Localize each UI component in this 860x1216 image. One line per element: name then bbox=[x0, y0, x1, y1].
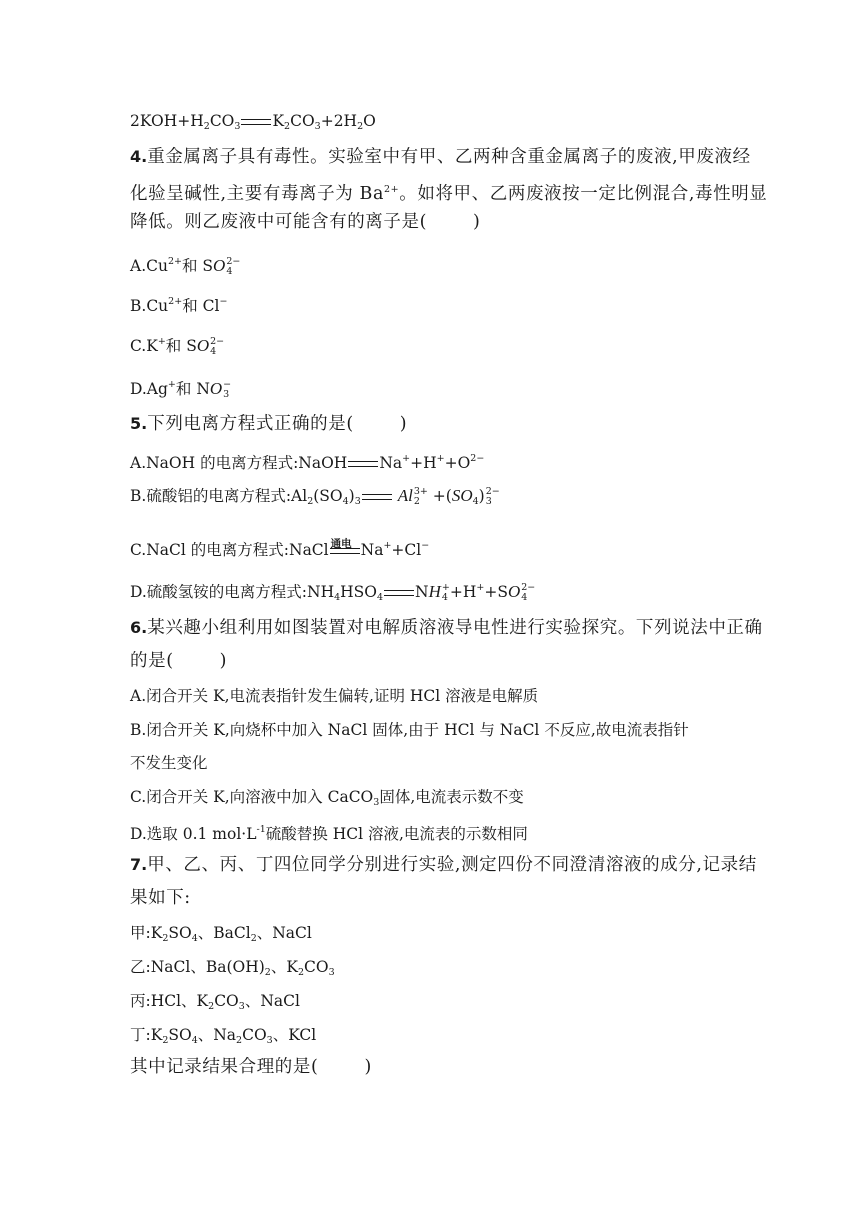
question-4-option-d: D.Ag+和 NO − 3 bbox=[130, 379, 232, 400]
question-6-option-c: C.闭合开关 K,向溶液中加入 CaCO$_3$固体,电流表示数不变 bbox=[130, 788, 524, 808]
question-4-line-3: 降低。则乙废液中可能含有的离子是( ) bbox=[130, 212, 481, 232]
question-7-line-2: 果如下: bbox=[130, 888, 191, 908]
question-7-line-1: 7.甲、乙、丙、丁四位同学分别进行实验,测定四份不同澄清溶液的成分,记录结 bbox=[130, 855, 757, 875]
question-6-option-d: D.选取 0.1 $mol\cdot L^{-1}$硫酸替换 HCl 溶液,电流表的示数相同 bbox=[130, 824, 528, 843]
question-4-option-c: C.K+和 SO 2− 4 bbox=[130, 336, 225, 357]
question-4-line-1: 4.重金属离子具有毒性。实验室中有甲、乙两种含重金属离子的废液,甲废液经 bbox=[130, 147, 751, 167]
question-7-record-yi: 乙:NaCl、$Ba(OH)_2$、$K_2CO_3$ bbox=[130, 958, 335, 978]
question-5-option-c: C.NaCl 的电离方程式:NaCl 通电 Na++Cl− bbox=[130, 538, 430, 559]
question-5-option-b: B.硫酸铝的电离方程式$:Al_2(SO_4)_3$ Al 3+ 2 $+(SO_4)$ 2− 3 bbox=[130, 486, 500, 507]
question-4-line-2: 化验呈碱性,主要有毒离子为 $Ba^{2+}$。如将甲、乙两废液按一定比例混合,毒性明显 bbox=[130, 184, 768, 204]
question-4-option-b: $B.Cu^{2+}$和 Cl− bbox=[130, 296, 228, 315]
question-7-line-3: 其中记录结果合理的是( ) bbox=[130, 1057, 372, 1077]
question-7-record-ding: 丁$:K_2SO_4$、$Na_2CO_3$、KCl bbox=[130, 1026, 317, 1046]
question-4-option-a: $A.Cu^{2+}$和 SO 2− 4 bbox=[130, 256, 241, 277]
question-5-line-1: 5.下列电离方程式正确的是( ) bbox=[130, 414, 408, 434]
question-6-line-2: 的是( ) bbox=[130, 651, 228, 671]
question-5-option-a: A.NaOH 的电离方程式:NaOH $Na^++H^++O^{2-}$ bbox=[130, 453, 485, 472]
question-6-line-1: 6.某兴趣小组利用如图装置对电解质溶液导电性进行实验探究。下列说法中正确 bbox=[130, 618, 763, 638]
question-5-option-d: D.硫酸氢铵的电离方程式$:NH_4HSO_4$ NH + 4 +H++SO 2− 4 bbox=[130, 582, 536, 603]
question-7-record-jia: 甲$:K_2SO_4$、BaCl$_2$、NaCl bbox=[130, 924, 312, 944]
equation-line: $2KOH+H_2CO_3$ $K_2CO_3+2H_2O$ bbox=[130, 112, 376, 132]
question-7-record-bing: 丙:HCl、$K_2CO_3$、NaCl bbox=[130, 992, 300, 1012]
question-6-option-b-line-1: B.闭合开关 K,向烧杯中加入 NaCl 固体,由于 HCl 与 NaCl 不反应,故电流表指针 bbox=[130, 721, 689, 739]
question-6-option-b-line-2: 不发生变化 bbox=[130, 754, 208, 772]
question-6-option-a: A.闭合开关 K,电流表指针发生偏转,证明 HCl 溶液是电解质 bbox=[130, 687, 539, 705]
